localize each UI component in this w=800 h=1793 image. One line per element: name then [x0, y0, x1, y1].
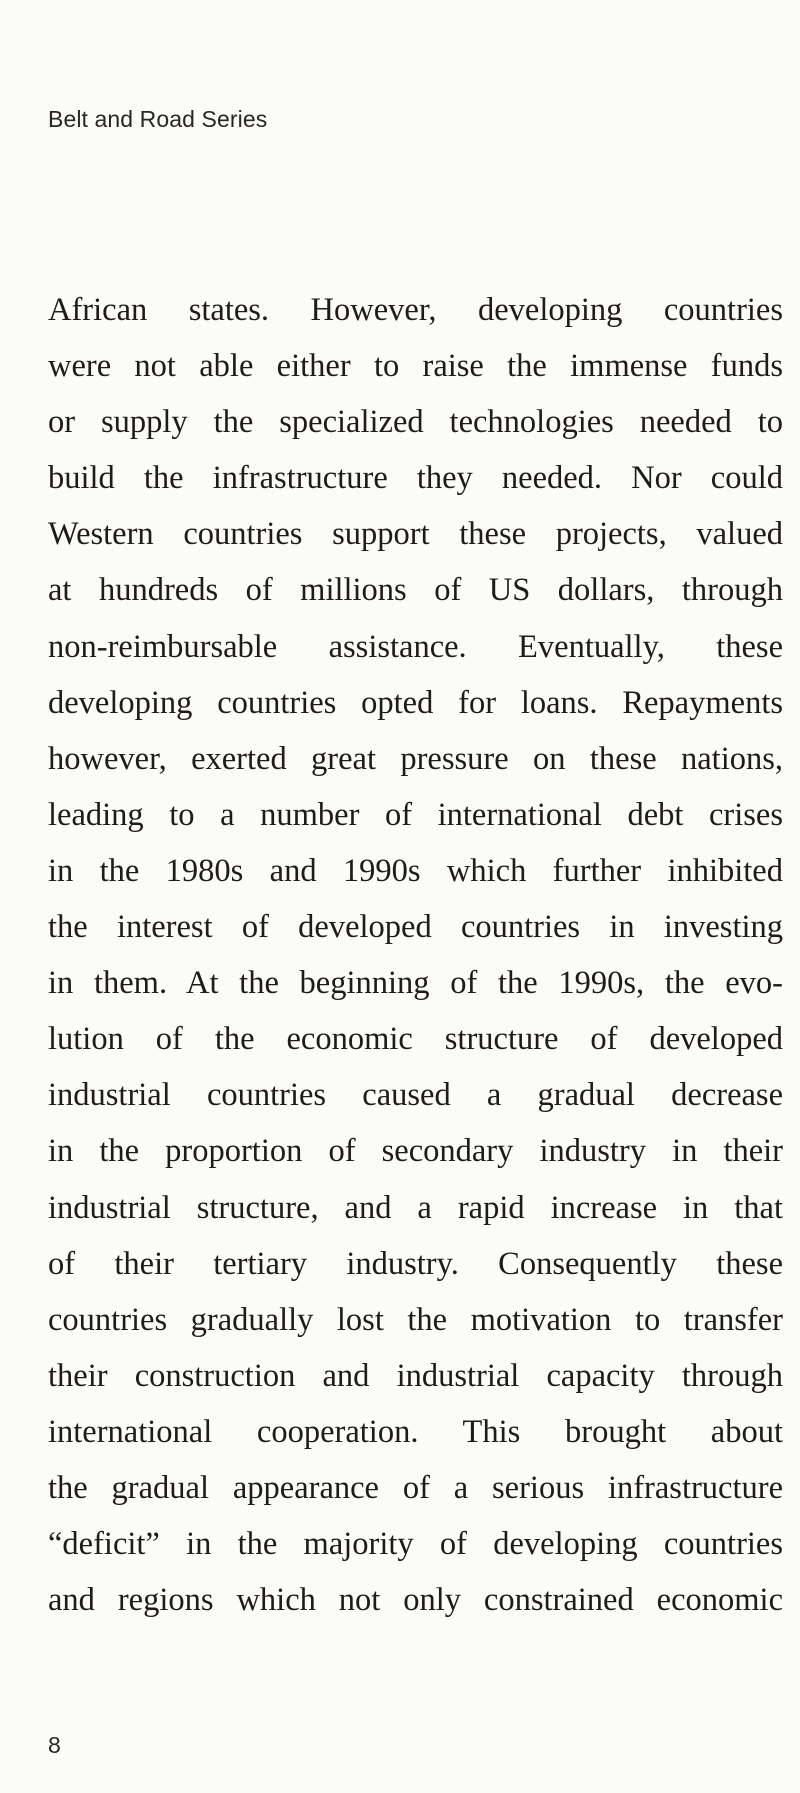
page-number: 8: [48, 1732, 61, 1758]
body-line: lution of the economic structure of developed: [48, 1021, 783, 1058]
body-line: build the infrastructure they needed. Nor could: [48, 460, 783, 497]
body-line: leading to a number of international debt crises: [48, 796, 783, 833]
body-line: of their tertiary industry. Consequently these: [48, 1245, 783, 1282]
body-line: the interest of developed countries in investing: [48, 909, 783, 946]
body-line: non-reimbursable assistance. Eventually, these: [48, 628, 783, 665]
body-line: their construction and industrial capacity through: [48, 1357, 783, 1394]
body-text: [48, 282, 783, 1628]
body-line: “deficit” in the majority of developing countries: [48, 1526, 783, 1563]
body-line: African states. However, developing countries: [48, 292, 783, 328]
body-line: developing countries opted for loans. Repayments: [48, 684, 783, 721]
body-line: in the proportion of secondary industry in their: [48, 1133, 783, 1170]
body-line: Western countries support these projects, valued: [48, 516, 783, 553]
body-line: or supply the specialized technologies needed to: [48, 404, 783, 441]
body-line: were not able either to raise the immense funds: [48, 348, 783, 385]
body-line: in the 1980s and 1990s which further inhibited: [48, 852, 783, 889]
body-line: countries gradually lost the motivation to transfer: [48, 1301, 783, 1338]
body-line: in them. At the beginning of the 1990s, the evo-: [48, 965, 783, 1002]
body-line: and regions which not only constrained economic: [48, 1582, 783, 1619]
running-header: Belt and Road Series: [48, 106, 268, 132]
body-line: international cooperation. This brought about: [48, 1413, 783, 1450]
body-line: industrial structure, and a rapid increase in that: [48, 1189, 783, 1226]
body-line: industrial countries caused a gradual decrease: [48, 1077, 783, 1114]
body-line: the gradual appearance of a serious infrastructure: [48, 1469, 783, 1506]
body-line: however, exerted great pressure on these nations,: [48, 740, 783, 777]
body-line: at hundreds of millions of US dollars, through: [48, 572, 783, 609]
